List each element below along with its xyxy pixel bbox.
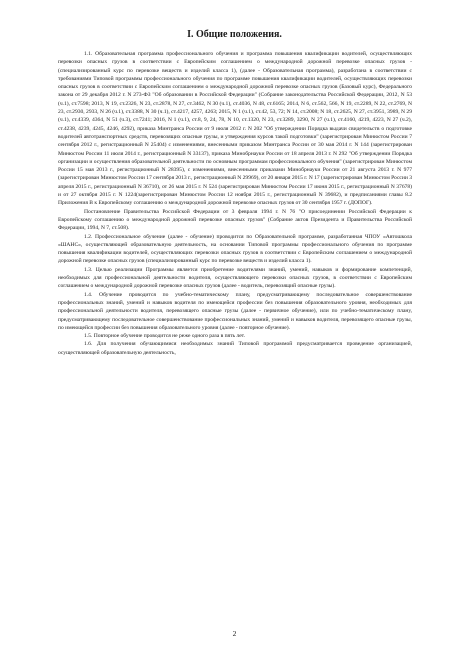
- page-number: 2: [232, 629, 237, 638]
- paragraph-1-6: 1.6. Для получения обучающимися необходимых знаний Типовой программой предусматривается проведение организацией, осуществляющей образовательную деятельность,: [58, 341, 412, 356]
- paragraph-1-3: 1.3. Целью реализации Программы является приобретение водителями знаний, умений, навыков и формирование компетенций, необходимых для профессиональной деятельности водителя, осуществляющего перевозки опасных грузов, в соответствии с Европейским соглашением о международной дорожной перевозке опасных грузов (далее - водитель, перевозящий опасные грузы).: [58, 266, 412, 290]
- paragraph-1-4: 1.4. Обучение проводится по учебно-тематическому плану, предусматривающему последовательное совершенствование профессиональных знаний, умений и навыков водителя по имеющейся профессии без повышения образовательного уровня, необходимых для профессиональной деятельности водителя, перевозящего опасные грузы (далее - первичное обучение), или по учебно-тематическому плану, предусматривающему последовательное совершенствование профессиональных знаний, умений и навыков водителя, перевозящего опасные грузы, по имеющейся профессии без повышения образовательного уровня (далее - повторное обучение).: [58, 291, 412, 331]
- paragraph-decree: Постановление Правительства Российской Федерации от 3 февраля 1994 г. N 76 "О присоединении Российской Федерации к Европейскому соглашению о международной дорожной перевозке опасных грузов" (Собрание актов Президента и Правительства Российской Федерации, 1994, N 7, ст.508).: [58, 208, 412, 232]
- section-heading: I. Общие положения.: [187, 29, 282, 40]
- paragraph-1-5: 1.5. Повторное обучение проводится не реже одного раза в пять лет.: [84, 333, 246, 340]
- paragraph-1-1: 1.1. Образовательная программа профессионального обучения и программа повышения квалификации водителей, осуществляющих перевозки опасных грузов в соответствии с Европейским соглашением о международной дорожной перевозке опасных грузов - (специализированный курс по перевозке веществ и изделий класса 1), (далее - Образовательная программа), разработана в соответствии с требованиями Типовой программы профессионального обучения по программе повышения квалификации водителей, осуществляющих перевозки опасных грузов в соответствии с Европейским соглашением о международной дорожной перевозке опасных грузов (Базовый курс), Федерального закона от 29 декабря 2012 г. N 273-ФЗ "Об образовании в Российской Федерации" (Собрание законодательства Российской Федерации, 2012, N 53 (ч.1), ст.7598; 2013, N 19, ст.2326, N 23, ст.2878, N 27, ст.3462, N 30 (ч.1), ст.4036, N 48, ст.6165; 2014, N 6, ст.562, 566, N 19, ст.2289, N 22, ст.2769, N 23, ст.2930, 2933, N 26 (ч.1), ст.3388, N 30 (ч.1), ст.4217, 4257, 4263; 2015, N 1 (ч.1), ст.42, 53, 72; N 14, ст.2008; N 18, ст.2625, N 27, ст.3951, 3989, N 29 (ч.1), ст.4339, 4364, N 51 (ч.3), ст.7241; 2016, N 1 (ч.1), ст.8, 9, 24, 78, N 10, ст.1320, N 23, ст.3289, 3290, N 27 (ч.1), ст.4160, 4219, 4223, N 27 (ч.2), ст.4238, 4239, 4245, 4246, 4292), приказа Минтранса России от 9 июля 2012 г. N 202 "Об утверждении Порядка выдачи свидетельств о подготовке водителей автотранспортных средств, перевозящих опасные грузы, и утверждения курсов такой подготовки" (зарегистрирован Минюстом России 7 сентября 2012 г., регистрационный N 25404) с изменениями, внесенными приказом Минтранса России от 30 мая 2014 г. N 144 (зарегистрирован Минюстом России 11 июля 2014 г., регистрационный N 33137), приказа Минобрнауки России от 18 апреля 2013 г. N 292 "Об утверждении Порядка организации и осуществления образовательной деятельности по основным программам профессионального обучения" (зарегистрирован Минюстом России 15 мая 2013 г., регистрационный N 28395), с изменениями, внесенными приказами Минобрнауки России от 21 августа 2013 г. N 977 (зарегистрирован Минюстом России 17 сентября 2013 г., регистрационный N 29969), от 20 января 2015 г. N 17 (зарегистрирован Минюстом России 3 апреля 2015 г., регистрационный N 36710), от 26 мая 2015 г. N 524 (зарегистрирован Минюстом России 17 июня 2015 г., регистрационный N 37678) и от 27 октября 2015 г. N 1224(зарегистрирован Минюстом России 12 ноября 2015 г., регистрационный N 39682), и предписаниями главы 8.2 Приложения В к Европейскому соглашению о международной дорожной перевозке опасных грузов от 30 сентября 1957 г. (ДОПОГ).: [58, 51, 412, 207]
- document-body: [58, 50, 412, 357]
- paragraph-1-2: 1.2. Профессиональное обучение (далее - обучение) проводится по Образовательной программе, разработанная ЧПОУ «Автошкола «ШАНС», осуществляющей образовательную деятельность, на основании Типовой программы профессионального обучения по программе повышения квалификации водителей, осуществляющих перевозки опасных грузов в соответствии с Европейским соглашением о международной дорожной перевозке опасных грузов (специализированный курс по перевозке веществ и изделий класса 1).: [58, 233, 412, 265]
